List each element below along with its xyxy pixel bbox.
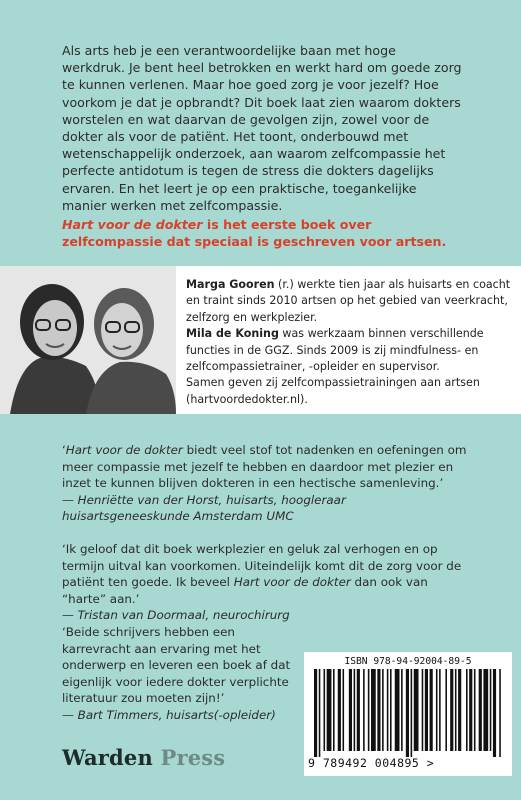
quote-1-title: Hart voor de dokter	[65, 443, 183, 457]
barcode-bar	[479, 669, 482, 751]
author-panel	[0, 266, 521, 414]
quote-1-body: biedt veel stof tot nadenken en oefeningen om meer compassie met jezelf te hebben en daardoor met plezier en inzet te kunnen blijven dokteren in een hectische samenleving.’	[62, 443, 467, 491]
review-quote-1	[62, 442, 472, 525]
barcode-bar	[490, 669, 492, 751]
barcode-bar	[425, 669, 428, 751]
publisher-word-2: Press	[160, 745, 226, 770]
barcode-bar	[483, 669, 488, 751]
tagline	[62, 216, 462, 251]
quote-3-body: ‘Beide schrijvers hebben een karrevracht aan ervaring met het onderwerp en leveren een boek af dat eigenlijk voor iedere dokter verplichte literatuur zou moeten zijn!’	[62, 625, 291, 706]
quote-1-source: — Henriëtte van der Horst, huisarts, hoogleraar huisartsgeneeskunde Amsterdam UMC	[62, 492, 346, 524]
barcode-bar	[445, 669, 447, 751]
isbn-label: ISBN 978-94-92004-89-5	[344, 656, 472, 667]
barcode-box	[304, 652, 512, 776]
barcode-bar	[333, 669, 335, 751]
quote-2-body-1: ‘Ik geloof dat dit boek werkplezier en geluk zal verhogen en op termijn uitval kan voorkomen. Uiteindelijk komt dit de zorg voor de patiënt ten goede. Ik beveel	[62, 542, 462, 590]
quote-2-body-2: dan ook van “harte” aan.’	[62, 575, 428, 606]
barcode-bar	[455, 669, 457, 751]
barcode-bars	[314, 669, 504, 757]
barcode-bar	[357, 669, 360, 751]
barcode-bar	[422, 669, 424, 751]
barcode-bar	[382, 669, 384, 751]
quote-1-open: ‘	[62, 443, 66, 457]
quote-2-source: — Tristan van Doormaal, neurochirurg	[62, 608, 290, 623]
barcode-bar	[414, 669, 419, 751]
publisher-logo	[62, 745, 225, 770]
barcode-bar	[458, 669, 461, 751]
author-photo	[0, 266, 176, 414]
barcode-bar	[349, 669, 352, 751]
barcode-bar	[430, 669, 433, 751]
barcode-bar	[469, 669, 472, 751]
barcode-bar	[338, 669, 341, 751]
barcode-bar	[387, 669, 389, 751]
barcode-bar	[324, 669, 326, 751]
barcode-bar	[314, 669, 317, 757]
barcode-bar	[436, 669, 438, 751]
bio-text-1: (r.) werkte tien jaar als huisarts en coacht en traint sinds 2010 artsen op het gebied van veerkracht, zelfzorg en werkplezier.	[186, 278, 511, 324]
author-name-1: Marga Gooren	[186, 278, 275, 291]
barcode-bar	[466, 669, 468, 751]
barcode-bar	[395, 669, 400, 751]
barcode-bar	[377, 669, 380, 751]
barcode-bar	[354, 669, 356, 751]
bio-author-2	[186, 326, 512, 375]
barcode-bar	[499, 669, 501, 757]
quote-3-source: — Bart Timmers, huisarts(-opleider)	[62, 707, 276, 722]
bio-text-2: was werkzaam binnen verschillende functies in de GGZ. Sinds 2009 is zij mindfulness- en zelfcompassietrainer, -opleider en supervisor.	[186, 327, 484, 374]
barcode-bar	[343, 669, 345, 751]
bio-joint: Samen geven zij zelfcompassietrainingen aan artsen (hartvoordedokter.nl).	[186, 376, 480, 406]
author-bio	[186, 277, 512, 408]
review-quote-2	[62, 541, 472, 624]
barcode-bar	[406, 669, 409, 757]
barcode-bar	[493, 669, 496, 757]
publisher-word-1: Warden	[62, 745, 153, 770]
quote-2-text	[62, 541, 472, 607]
tagline-text: is het eerste boek over zelfcompassie dat speciaal is geschreven voor artsen.	[62, 217, 447, 250]
barcode-bar	[411, 669, 413, 757]
barcode-bar	[371, 669, 376, 751]
barcode-bar	[327, 669, 332, 751]
barcode-bar	[368, 669, 370, 751]
barcode-bar	[401, 669, 403, 751]
barcode-bar	[390, 669, 392, 751]
author-name-2: Mila de Koning	[186, 327, 279, 341]
author-photo-image	[0, 266, 176, 414]
back-cover-blurb	[62, 42, 462, 214]
quote-2-title: Hart voor de dokter	[233, 575, 351, 590]
barcode-bar	[450, 669, 453, 751]
tagline-title: Hart voor de dokter	[62, 217, 203, 232]
barcode-bar	[363, 669, 365, 751]
barcode-bar	[319, 669, 321, 757]
bio-author-1	[186, 277, 512, 326]
blurb-text: Als arts heb je een verantwoordelijke baan met hoge werkdruk. Je bent heel betrokken en werkt hard om goede zorg te kunnen verlenen. Maar hoe goed zorg je voor jezelf? Hoe voorkom je dat je opbrandt? Dit boek laat zien waarom dokters worstelen en wat daarvan de gevolgen zijn, zowel voor de dokter als voor de patiënt. Het toont, onderbouwd met wetenschappelijk onderzoek, aan waarom zelfcompassie het perfecte antidotum is tegen de stress die dokters dagelijks ervaren. En het leert je op een praktische, toegankelijke manier werken met zelfcompassie.	[62, 43, 462, 213]
barcode-digits: 9 789492 004895 >	[308, 756, 435, 770]
barcode-bar	[474, 669, 476, 751]
review-quote-3	[62, 624, 298, 724]
barcode-bar	[439, 669, 441, 751]
quote-1-text	[62, 442, 472, 492]
